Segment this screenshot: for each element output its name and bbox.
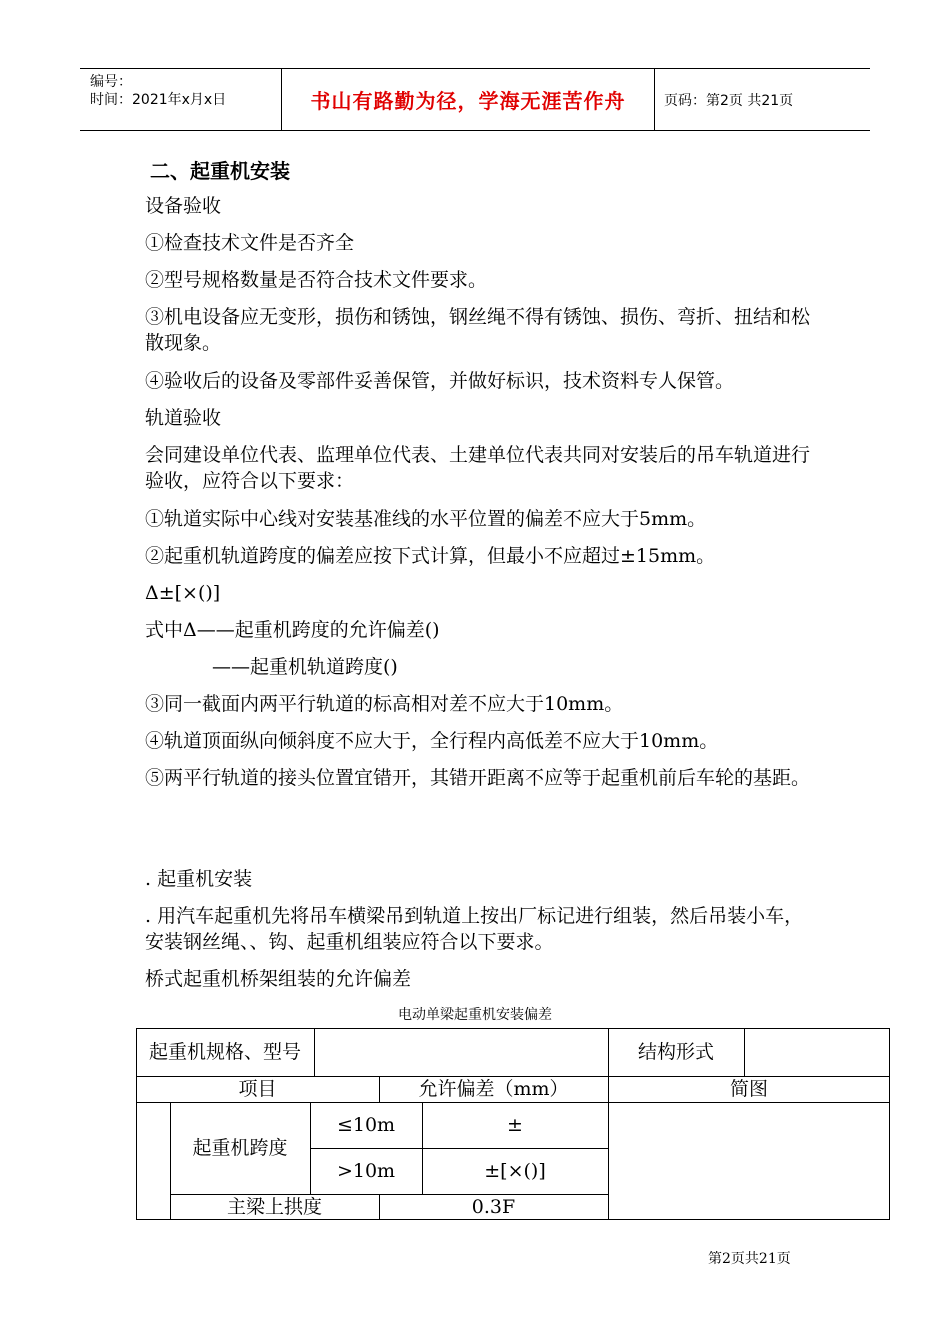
- paragraph-r4: ④轨道顶面纵向倾斜度不应大于，全行程内高低差不应大于10mm。: [145, 730, 719, 752]
- section-title: 二、起重机安装: [150, 159, 290, 183]
- cell-col-diagram: 简图: [729, 1078, 768, 1100]
- table-line: [744, 1028, 745, 1076]
- table-line: [136, 1219, 890, 1220]
- paragraph-e3: ③机电设备应无变形，损伤和锈蚀，钢丝绳不得有锈蚀、损伤、弯折、扭结和松散现象。: [145, 306, 811, 354]
- header-page-info: 页码：第2页 共21页: [664, 92, 794, 109]
- cell-span-gt-tol: ±[×()]: [484, 1160, 546, 1182]
- table-line: [889, 1028, 890, 1220]
- formula-note-2: ——起重机轨道跨度(): [212, 656, 398, 678]
- paragraph-install-text: . 用汽车起重机先将吊车横梁吊到轨道上按出厂标记进行组装，然后吊装小车，安装钢丝绳、、钩、起重机组装应符合以下要求。: [145, 905, 804, 953]
- paragraph-e1: ①检查技术文件是否齐全: [145, 232, 355, 254]
- cell-span-le-tol: ±: [507, 1114, 523, 1136]
- paragraph-rail-accept: 轨道验收: [145, 407, 222, 429]
- cell-camber-tol: 0.3F: [471, 1195, 516, 1218]
- formula-note-1: 式中Δ——起重机跨度的允许偏差(): [145, 619, 440, 641]
- tolerance-table: [136, 1028, 890, 1220]
- page-footer: 第2页共21页: [708, 1251, 791, 1267]
- cell-span-gt: >10m: [336, 1160, 396, 1182]
- header-motto: 书山有路勤为径，学海无涯苦作舟: [310, 89, 626, 113]
- cell-col-tol: 允许偏差（mm）: [418, 1078, 569, 1100]
- table-line: [314, 1028, 315, 1076]
- cell-span-le: ≤10m: [336, 1114, 396, 1136]
- paragraph-rail-intro: 会同建设单位代表、监理单位代表、土建单位代表共同对安装后的吊车轨道进行验收，应符合以下要求：: [145, 444, 811, 492]
- formula: Δ±[×()]: [145, 582, 221, 604]
- cell-spec-label: 起重机规格、型号: [148, 1041, 301, 1063]
- paragraph-r2: ②起重机轨道跨度的偏差应按下式计算，但最小不应超过±15mm。: [145, 545, 716, 567]
- paragraph-equip-accept: 设备验收: [145, 195, 222, 217]
- cell-struct-label: 结构形式: [637, 1041, 714, 1063]
- paragraph-crane-install: . 起重机安装: [145, 868, 253, 890]
- time-label: 时间：2021年x月x日: [90, 92, 227, 108]
- cell-camber-label: 主梁上拱度: [226, 1195, 322, 1218]
- paragraph-bridge-tol: 桥式起重机桥架组装的允许偏差: [145, 968, 412, 990]
- paragraph-r3: ③同一截面内两平行轨道的标高相对差不应大于10mm。: [145, 693, 624, 715]
- number-label: 编号：: [90, 74, 132, 90]
- cell-span-label: 起重机跨度: [192, 1137, 288, 1159]
- paragraph-r1: ①轨道实际中心线对安装基准线的水平位置的偏差不应大于5mm。: [145, 508, 707, 530]
- cell-col-item: 项目: [238, 1078, 277, 1100]
- header-meta: [90, 73, 226, 109]
- table-line: [136, 1028, 137, 1220]
- paragraph-e2: ②型号规格数量是否符合技术文件要求。: [145, 269, 488, 291]
- header-divider: [654, 69, 655, 130]
- paragraph-r5: ⑤两平行轨道的接头位置宜错开，其错开距离不应等于起重机前后车轮的基距。: [145, 767, 811, 789]
- paragraph-e4: ④验收后的设备及零部件妥善保管，并做好标识，技术资料专人保管。: [145, 370, 735, 392]
- table-caption: 电动单梁起重机安装偏差: [398, 1007, 552, 1023]
- page-header: [80, 68, 870, 131]
